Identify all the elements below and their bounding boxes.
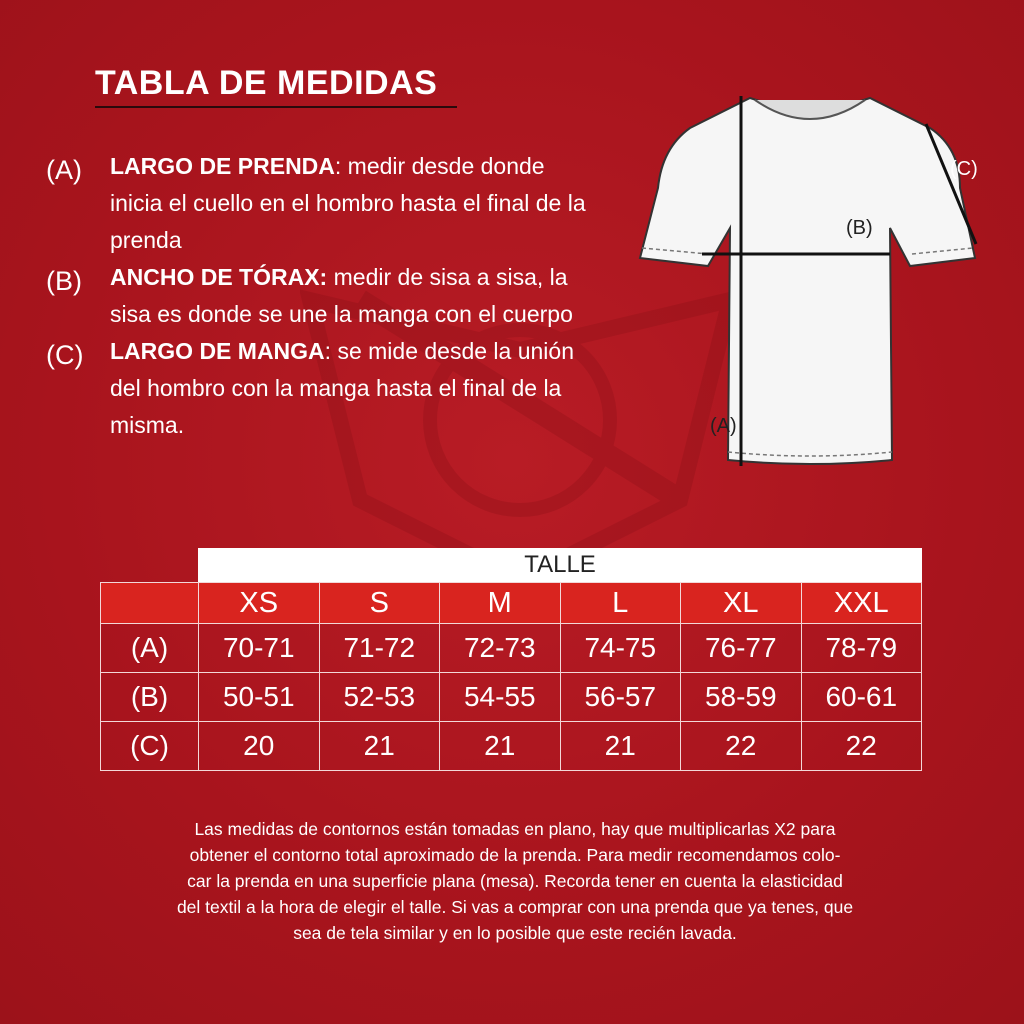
- table-cell: 54-55: [440, 673, 561, 722]
- definition-term: LARGO DE PRENDA: [110, 153, 335, 179]
- size-l: L: [560, 583, 681, 624]
- note-line: del textil a la hora de elegir el talle. Si vas a comprar con una prenda que ya tenes, que: [176, 897, 854, 917]
- measurement-note: [90, 816, 940, 946]
- table-cell: 21: [319, 722, 440, 771]
- table-header-talle: TALLE: [198, 548, 922, 582]
- definition-c: [46, 333, 586, 444]
- note-line: sea de tela similar y en lo posible que este recién lavada.: [293, 923, 737, 943]
- table-cell: 56-57: [560, 673, 681, 722]
- definition-desc: : se mide desde la unión del hombro con la manga hasta el final de la misma.: [110, 338, 574, 438]
- note-line: Las medidas de contornos están tomadas en plano, hay que multiplicarlas X2 para: [194, 819, 836, 839]
- definition-term: LARGO DE MANGA: [110, 338, 325, 364]
- diagram-label-c: (C): [950, 158, 978, 180]
- size-row: [101, 583, 922, 624]
- table-row: [101, 722, 922, 771]
- note-line: car la prenda en una superficie plana (mesa). Recorda tener en cuenta la elasticidad: [187, 871, 843, 891]
- definition-term: ANCHO DE TÓRAX:: [110, 264, 328, 290]
- row-key: (B): [101, 673, 199, 722]
- table-cell: 21: [560, 722, 681, 771]
- table-cell: 72-73: [440, 624, 561, 673]
- size-xs: XS: [199, 583, 320, 624]
- table-cell: 71-72: [319, 624, 440, 673]
- note-line: obtener el contorno total aproximado de la prenda. Para medir recomendamos colo-: [189, 845, 841, 865]
- table-cell: 60-61: [801, 673, 922, 722]
- row-key: (C): [101, 722, 199, 771]
- definition-desc: medir de sisa a sisa, la sisa es donde se une la manga con el cuerpo: [110, 264, 573, 327]
- definition-desc: : medir desde donde inicia el cuello en el hombro hasta el final de la prenda: [110, 153, 586, 253]
- table-cell: 20: [199, 722, 320, 771]
- definition-b: [46, 259, 586, 333]
- size-table: [100, 548, 922, 773]
- definition-key: (C): [46, 340, 84, 370]
- table-cell: 70-71: [199, 624, 320, 673]
- size-m: M: [440, 583, 561, 624]
- table-cell: 76-77: [681, 624, 802, 673]
- size-xxl: XXL: [801, 583, 922, 624]
- size-grid: [100, 582, 922, 771]
- table-cell: 22: [681, 722, 802, 771]
- page-title: TABLA DE MEDIDAS: [95, 64, 438, 102]
- table-row: [101, 624, 922, 673]
- definition-key: (A): [46, 155, 82, 185]
- table-cell: 22: [801, 722, 922, 771]
- corner-cell: [101, 583, 199, 624]
- title-underline: [95, 106, 457, 108]
- diagram-label-a: (A): [710, 415, 737, 437]
- size-xl: XL: [681, 583, 802, 624]
- table-cell: 50-51: [199, 673, 320, 722]
- tshirt-diagram: [630, 88, 990, 478]
- definition-a: [46, 148, 586, 259]
- size-s: S: [319, 583, 440, 624]
- row-key: (A): [101, 624, 199, 673]
- diagram-label-b: (B): [846, 217, 873, 239]
- definitions-list: [46, 148, 586, 444]
- definition-key: (B): [46, 266, 82, 296]
- table-cell: 78-79: [801, 624, 922, 673]
- table-cell: 58-59: [681, 673, 802, 722]
- table-cell: 74-75: [560, 624, 681, 673]
- table-row: [101, 673, 922, 722]
- table-cell: 52-53: [319, 673, 440, 722]
- table-cell: 21: [440, 722, 561, 771]
